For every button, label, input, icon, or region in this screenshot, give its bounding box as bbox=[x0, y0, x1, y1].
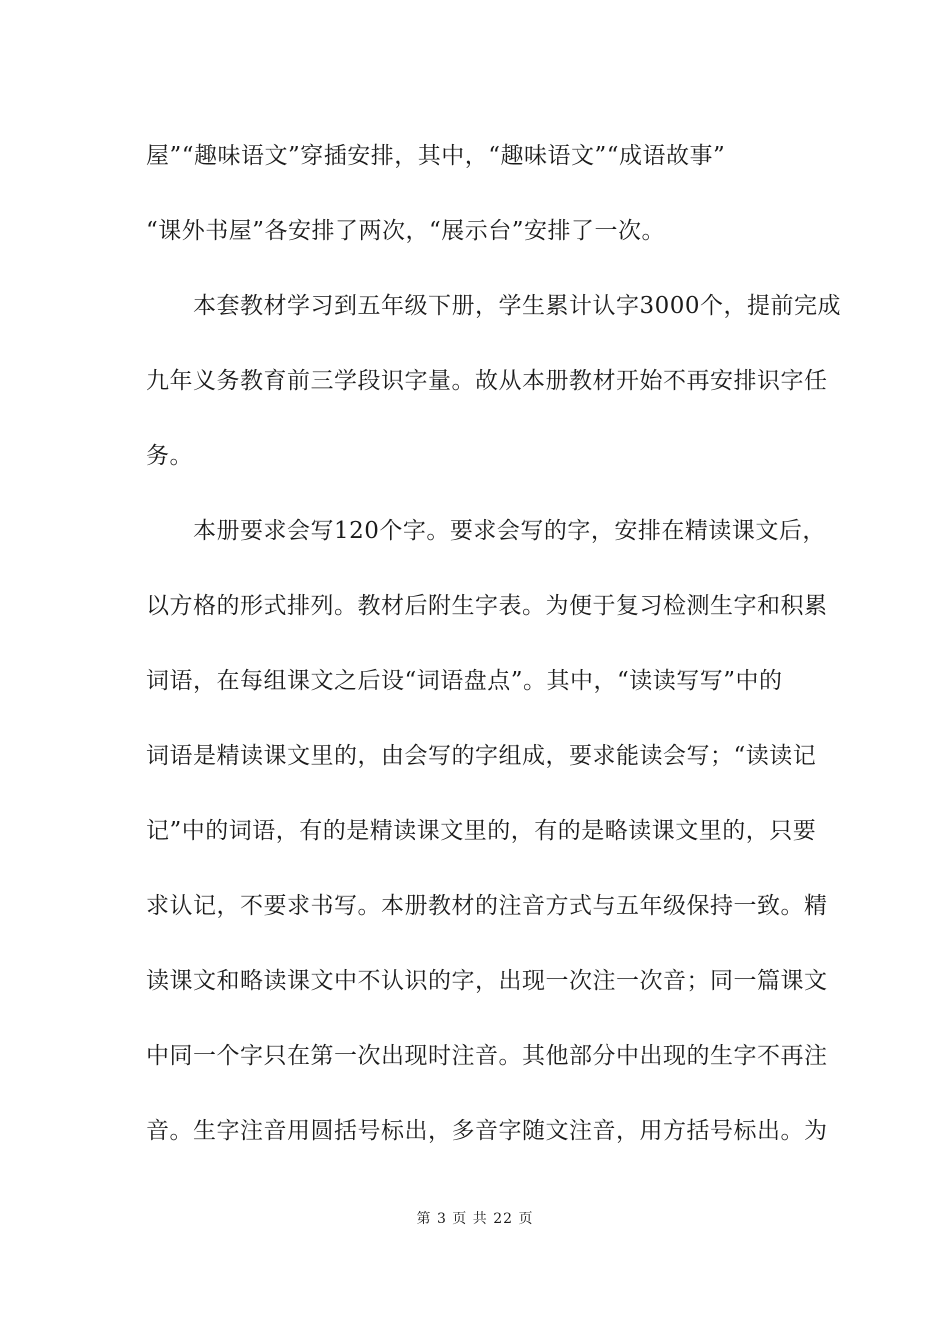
text-line: 音。生字注音用圆括号标出，多音字随文注音，用方括号标出。为 bbox=[146, 1118, 828, 1144]
text-line: 屋”“趣味语文”穿插安排，其中，“趣味语文”“成语故事” bbox=[146, 143, 726, 169]
text-line: 记”中的词语，有的是精读课文里的，有的是略读课文里的，只要 bbox=[146, 818, 817, 844]
text-line: 求认记，不要求书写。本册教材的注音方式与五年级保持一致。精 bbox=[146, 893, 828, 919]
text-line: 读课文和略读课文中不认识的字，出现一次注一次音；同一篇课文 bbox=[146, 968, 828, 994]
text-line: 本套教材学习到五年级下册，学生累计认字3000个，提前完成 bbox=[146, 293, 842, 319]
page-number: 第 3 页 共 22 页 bbox=[416, 1211, 534, 1227]
body-text bbox=[146, 128, 842, 1181]
text-line: 词语，在每组课文之后设“词语盘点”。其中，“读读写写”中的 bbox=[146, 668, 783, 694]
text-line: 本册要求会写120个字。要求会写的字，安排在精读课文后， bbox=[146, 518, 826, 544]
text-line: 词语是精读课文里的，由会写的字组成，要求能读会写；“读读记 bbox=[146, 743, 817, 769]
page-footer bbox=[0, 1208, 950, 1228]
text-line: 九年义务教育前三学段识字量。故从本册教材开始不再安排识字任 bbox=[146, 368, 828, 394]
text-line: 中同一个字只在第一次出现时注音。其他部分中出现的生字不再注 bbox=[146, 1043, 828, 1069]
text-line: 以方格的形式排列。教材后附生字表。为便于复习检测生字和积累 bbox=[146, 593, 828, 619]
text-line: “课外书屋”各安排了两次，“展示台”安排了一次。 bbox=[146, 218, 666, 244]
text-line: 务。 bbox=[146, 443, 193, 469]
